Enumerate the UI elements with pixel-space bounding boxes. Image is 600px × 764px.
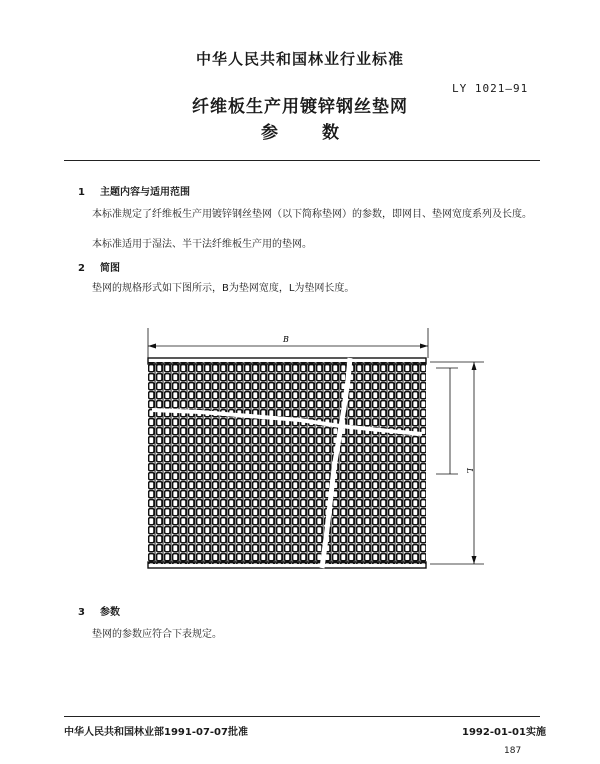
arrow-right-icon (420, 344, 428, 349)
implementation-date: 1992-01-01实施 (462, 727, 546, 738)
section-1-paragraph-1: 本标准规定了纤维板生产用镀锌钢丝垫网（以下简称垫网）的参数，即网目、垫网宽度系列及长度。 (92, 209, 532, 220)
page-number: 187 (504, 746, 522, 756)
section-number: 3 (78, 607, 85, 618)
section-number: 2 (78, 263, 85, 274)
section-title: 主题内容与适用范围 (100, 187, 190, 198)
section-title: 参数 (100, 607, 120, 618)
arrow-up-icon (472, 362, 477, 370)
section-number: 1 (78, 187, 85, 198)
approval-statement: 中华人民共和国林业部1991-07-07批准 (64, 727, 248, 738)
section-3-heading (78, 603, 120, 618)
section-1-paragraph-2: 本标准适用于湿法、半干法纤维板生产用的垫网。 (92, 239, 312, 250)
section-1-heading (78, 183, 190, 198)
header-divider (64, 160, 540, 161)
width-label: B (283, 335, 289, 344)
section-3-paragraph-1: 垫网的参数应符合下表规定。 (92, 629, 222, 640)
standard-code: LY 1021—91 (452, 82, 529, 95)
arrow-down-icon (472, 556, 477, 564)
issuing-body-title: 中华人民共和国林业行业标准 (195, 50, 404, 68)
section-title: 简图 (100, 263, 120, 274)
section-2-heading (78, 259, 120, 274)
length-label: L (465, 468, 474, 474)
section-2-paragraph-1: 垫网的规格形式如下图所示，B为垫网宽度，L为垫网长度。 (92, 283, 355, 294)
document-title: 纤维板生产用镀锌钢丝垫网 (192, 97, 408, 117)
document-subtitle: 参 数 (261, 123, 339, 143)
mesh-body (148, 362, 426, 564)
arrow-left-icon (148, 344, 156, 349)
wire-mesh-diagram (140, 328, 500, 584)
footer-divider (64, 716, 540, 717)
